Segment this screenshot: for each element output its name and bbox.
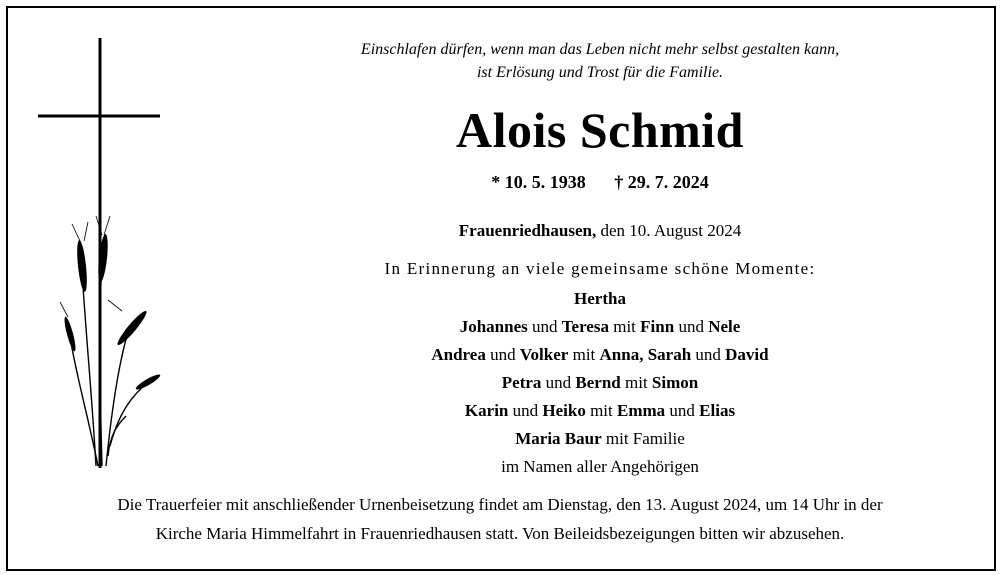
mourner-line	[240, 369, 960, 397]
mourner-connector: mit	[608, 317, 641, 336]
mourner-line	[240, 313, 960, 341]
mourner-name: Johannes	[459, 317, 528, 336]
deceased-name: Alois Schmid	[455, 102, 744, 158]
cross-with-wheat-icon	[30, 36, 170, 476]
mourner-line	[240, 453, 960, 481]
mourner-name: David	[725, 345, 769, 364]
funeral-info-line-2: Kirche Maria Himmelfahrt in Frauenriedhausen statt. Von Beileidsbezeigungen bitten wir abzusehen.	[155, 524, 845, 543]
motto-line-1: Einschlafen dürfen, wenn man das Leben nicht mehr selbst gestalten kann,	[360, 41, 840, 58]
mourner-name: Volker	[519, 345, 569, 364]
mourner-connector: und	[691, 345, 726, 364]
mourner-name: Teresa	[561, 317, 609, 336]
life-dates	[240, 172, 960, 193]
mourner-connector: und	[541, 373, 576, 392]
mourner-connector: mit	[585, 401, 617, 420]
mourner-name: Simon	[651, 373, 699, 392]
mourner-name: Finn	[640, 317, 675, 336]
mourner-connector: und	[665, 401, 700, 420]
mourner-connector: mit	[568, 345, 600, 364]
mourner-connector: und	[508, 401, 543, 420]
memory-intro: In Erinnerung an viele gemeinsame schöne Momente:	[384, 259, 816, 278]
mourner-connector: und	[527, 317, 562, 336]
mourner-name: Maria Baur	[515, 429, 602, 448]
date: den 10. August 2024	[600, 221, 742, 240]
birth-date: * 10. 5. 1938	[491, 172, 586, 192]
mourner-name: Karin	[464, 401, 509, 420]
mourner-line	[240, 285, 960, 313]
mourner-connector: im Namen aller Angehörigen	[501, 457, 699, 476]
motto	[240, 38, 960, 84]
death-date: † 29. 7. 2024	[614, 172, 709, 192]
place-date	[240, 221, 960, 241]
mourner-connector: und	[485, 345, 520, 364]
mourner-line	[240, 425, 960, 453]
mourner-name: Petra	[501, 373, 542, 392]
mourner-name: Nele	[708, 317, 741, 336]
mourner-name: Anna, Sarah	[599, 345, 692, 364]
mourner-name: Elias	[699, 401, 736, 420]
mourner-connector: mit Familie	[601, 429, 685, 448]
mourner-name: Heiko	[542, 401, 586, 420]
funeral-info-line-1: Die Trauerfeier mit anschließender Urnenbeisetzung findet am Dienstag, den 13. August 2024, um 14 Uhr in der	[117, 495, 883, 514]
mourner-line	[240, 397, 960, 425]
mourner-connector: und	[674, 317, 709, 336]
funeral-info	[40, 490, 960, 548]
mourner-name: Emma	[617, 401, 666, 420]
mourners-list	[240, 285, 960, 481]
mourner-connector: mit	[620, 373, 652, 392]
mourner-line	[240, 341, 960, 369]
mourner-name: Andrea	[431, 345, 486, 364]
place: Frauenriedhausen,	[458, 221, 597, 240]
mourner-name: Bernd	[575, 373, 621, 392]
mourner-name: Hertha	[574, 289, 626, 308]
motto-line-2: ist Erlösung und Trost für die Familie.	[476, 64, 724, 81]
